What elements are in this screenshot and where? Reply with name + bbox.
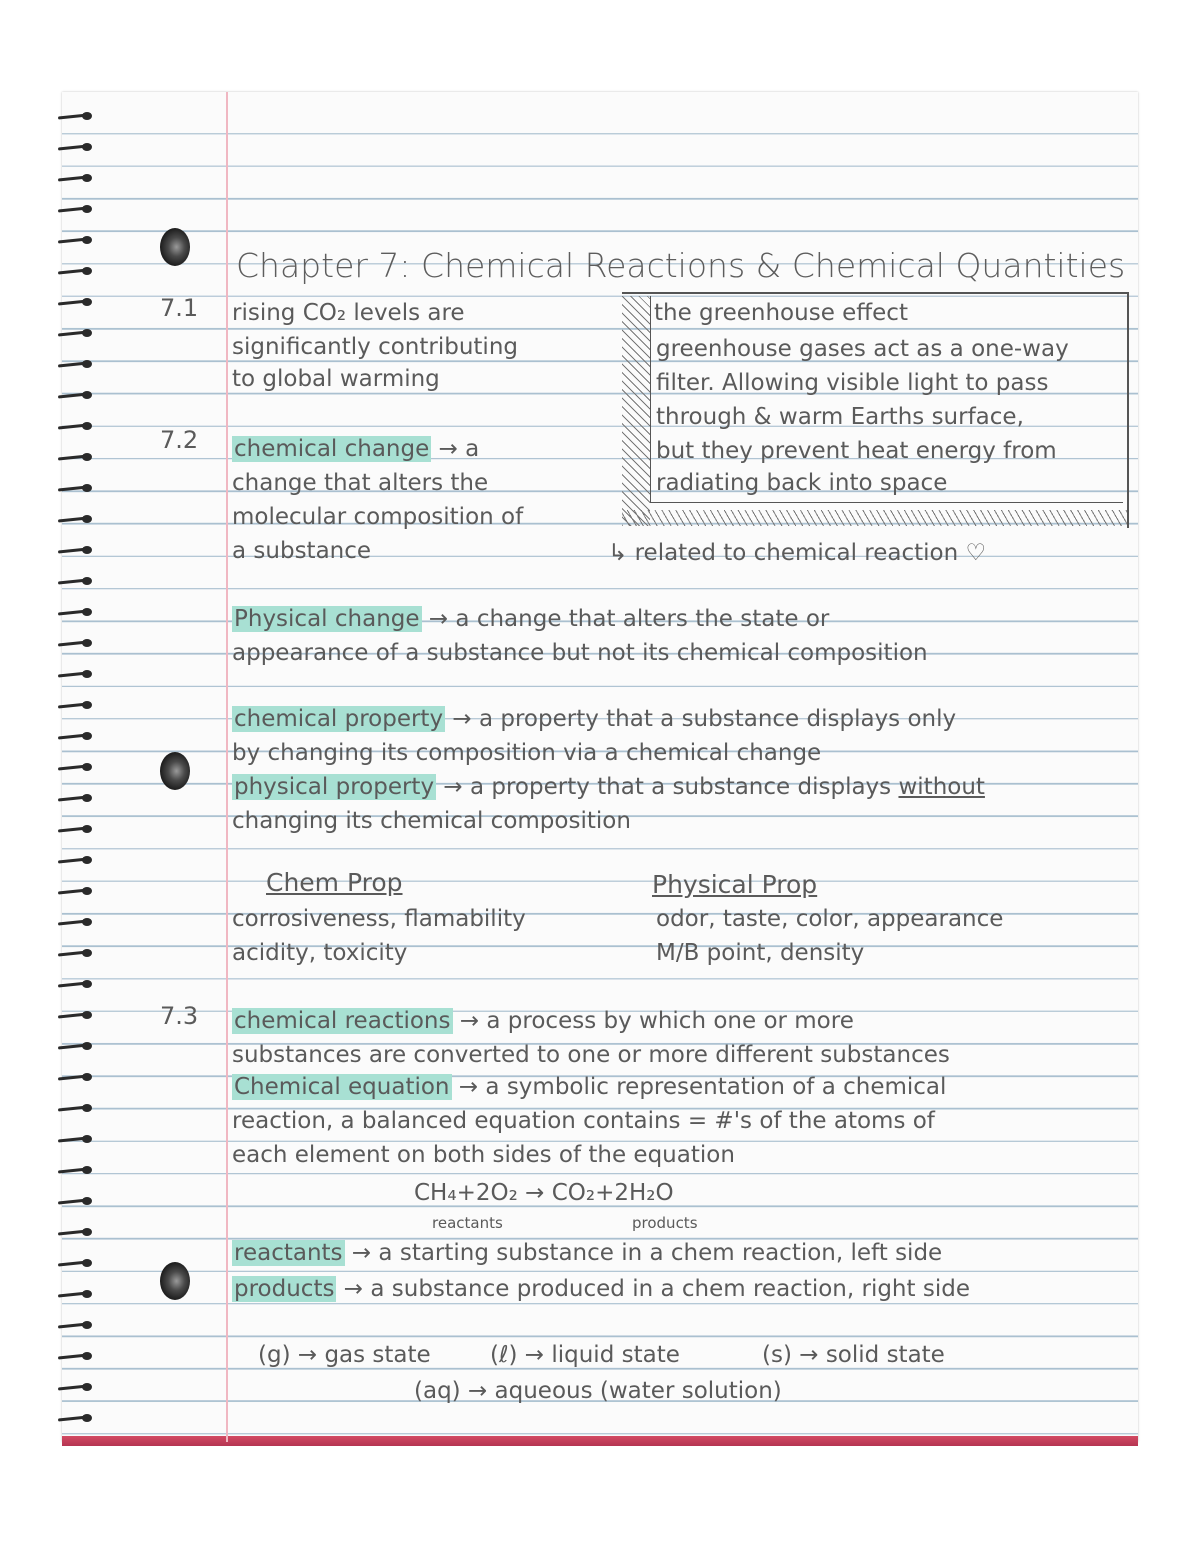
- note-line: substances are converted to one or more different substances: [232, 1042, 950, 1068]
- page-edge: [62, 1436, 1138, 1446]
- phys-prop-row: odor, taste, color, appearance: [656, 906, 1004, 932]
- note-line: by changing its composition via a chemical change: [232, 740, 822, 766]
- note-line: a substance: [232, 538, 372, 564]
- definition-text: → a property that a substance displays: [443, 774, 892, 800]
- punch-hole: [160, 752, 190, 790]
- arrow-icon: ↳: [608, 540, 635, 566]
- definition: [232, 1074, 946, 1100]
- definition-text: → a: [438, 436, 480, 462]
- definition-text: → a change that alters the state or: [428, 606, 830, 632]
- phys-prop-row: M/B point, density: [656, 940, 865, 966]
- box-line: but they prevent heat energy from: [656, 438, 1057, 464]
- term-highlight: Chemical equation: [234, 1074, 450, 1100]
- definition: [232, 606, 829, 632]
- definition-text: → a property that a substance displays only: [452, 706, 957, 732]
- definition: [232, 706, 956, 732]
- definition-text: → a starting substance in a chem reaction, left side: [351, 1240, 943, 1266]
- phys-prop-header: Physical Prop: [652, 870, 818, 899]
- term-highlight: chemical change: [234, 436, 430, 462]
- box-line: filter. Allowing visible light to pass: [656, 370, 1049, 396]
- box-heading: the greenhouse effect: [654, 300, 908, 326]
- section-number-7-3: 7.3: [160, 1002, 199, 1030]
- note-line: rising CO₂ levels are: [232, 300, 465, 326]
- box-hatching: [622, 510, 1127, 526]
- side-note: ↳ related to chemical reaction ♡: [608, 540, 987, 566]
- state-solid: (s) → solid state: [762, 1342, 945, 1368]
- term-highlight: products: [234, 1276, 335, 1302]
- emphasis-without: without: [898, 774, 985, 800]
- term-highlight: physical property: [234, 774, 435, 800]
- definition: [232, 1008, 854, 1034]
- state-gas: (g) → gas state: [258, 1342, 431, 1368]
- box-line: through & warm Earths surface,: [656, 404, 1024, 430]
- note-line: significantly contributing: [232, 334, 518, 360]
- state-aqueous: (aq) → aqueous (water solution): [414, 1378, 782, 1404]
- margin-line: [226, 92, 228, 1442]
- note-line: appearance of a substance but not its chemical composition: [232, 640, 928, 666]
- box-hatching: [622, 296, 650, 526]
- note-line: reaction, a balanced equation contains = #'s of the atoms of: [232, 1108, 935, 1134]
- section-number-7-2: 7.2: [160, 426, 199, 454]
- reactants-label: reactants: [432, 1214, 503, 1232]
- term-highlight: chemical property: [234, 706, 444, 732]
- chem-prop-row: corrosiveness, flamability: [232, 906, 526, 932]
- term-highlight: reactants: [234, 1240, 343, 1266]
- punch-hole: [160, 228, 190, 266]
- definition: [232, 1276, 970, 1302]
- definition: [232, 1240, 942, 1266]
- definition-text: → a substance produced in a chem reaction, right side: [343, 1276, 970, 1302]
- state-liquid: (ℓ) → liquid state: [490, 1342, 680, 1368]
- note-line: change that alters the: [232, 470, 489, 496]
- note-line: to global warming: [232, 366, 440, 392]
- section-number-7-1: 7.1: [160, 294, 199, 322]
- box-line: radiating back into space: [656, 470, 948, 496]
- note-line: changing its chemical composition: [232, 808, 631, 834]
- chem-prop-header: Chem Prop: [266, 868, 403, 897]
- term-highlight: chemical reactions: [234, 1008, 451, 1034]
- note-line: molecular composition of: [232, 504, 524, 530]
- note-line: each element on both sides of the equation: [232, 1142, 735, 1168]
- box-line: greenhouse gases act as a one-way: [656, 336, 1069, 362]
- page-title: Chapter 7: Chemical Reactions & Chemical Quantities: [236, 246, 1126, 285]
- products-label: products: [632, 1214, 698, 1232]
- chemical-equation: CH₄+2O₂ → CO₂+2H₂O: [414, 1180, 674, 1206]
- definition: [232, 774, 985, 800]
- definition: [232, 436, 479, 462]
- definition-text: → a process by which one or more: [459, 1008, 854, 1034]
- term-highlight: Physical change: [234, 606, 420, 632]
- chem-prop-row: acidity, toxicity: [232, 940, 408, 966]
- definition-text: → a symbolic representation of a chemical: [458, 1074, 947, 1100]
- punch-hole: [160, 1262, 190, 1300]
